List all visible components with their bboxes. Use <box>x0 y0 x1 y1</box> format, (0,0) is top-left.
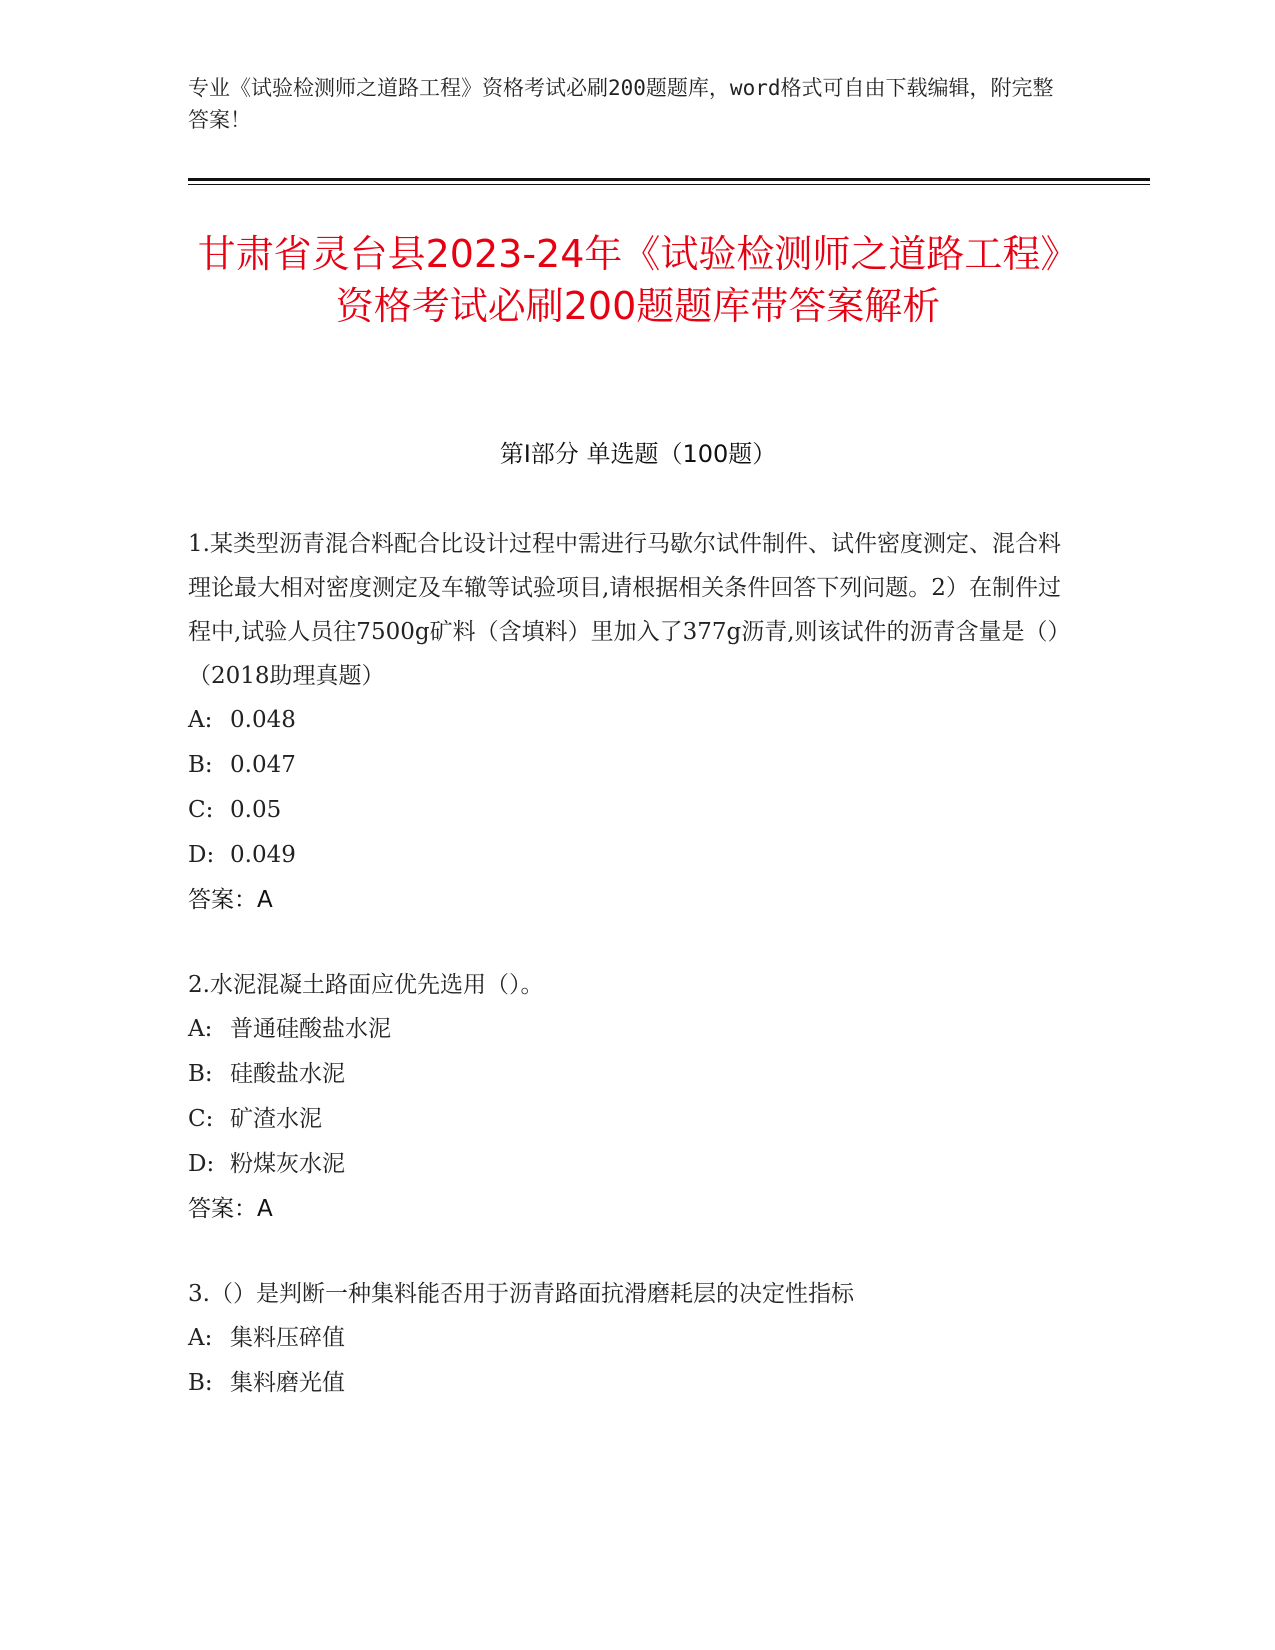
header-divider-thick <box>188 178 1150 181</box>
option-c <box>188 1097 1068 1142</box>
option-d <box>188 1142 1068 1187</box>
option-b <box>188 743 1068 788</box>
question-stem: 1.某类型沥青混合料配合比设计过程中需进行马歇尔试件制件、试件密度测定、混合料理论最大相对密度测定及车辙等试验项目,请根据相关条件回答下列问题。2）在制件过程中,试验人员往7500g矿料（含填料）里加入了377g沥青,则该试件的沥青含量是（）（2018助理真题） <box>188 531 1061 689</box>
option-a <box>188 1316 1068 1361</box>
question-2 <box>188 963 1068 1232</box>
option-text: 粉煤灰水泥 <box>230 1151 345 1177</box>
header-divider-thin <box>188 184 1150 185</box>
section-heading: 第I部分 单选题（100题） <box>499 440 777 468</box>
option-text: 普通硅酸盐水泥 <box>230 1016 391 1042</box>
question-3 <box>188 1272 1068 1406</box>
option-text: 矿渣水泥 <box>230 1106 322 1132</box>
option-text: 0.049 <box>230 842 296 868</box>
option-text: 硅酸盐水泥 <box>230 1061 345 1087</box>
answer: 答案：A <box>188 887 273 913</box>
option-key: B: <box>188 1370 213 1396</box>
option-d <box>188 833 1068 878</box>
option-key: B: <box>188 1061 213 1087</box>
option-key: A: <box>188 1325 213 1351</box>
document-title: 甘肃省灵台县2023-24年《试验检测师之道路工程》资格考试必刷200题题库带答案解析 <box>197 232 1079 328</box>
option-a <box>188 1007 1068 1052</box>
option-text: 集料压碎值 <box>230 1325 345 1351</box>
question-stem: 2.水泥混凝土路面应优先选用（）。 <box>188 972 544 998</box>
option-key: C: <box>188 797 214 823</box>
answer: 答案：A <box>188 1196 273 1222</box>
option-text: 0.05 <box>230 797 282 823</box>
option-key: D: <box>188 1151 215 1177</box>
option-key: A: <box>188 1016 213 1042</box>
question-list <box>188 522 1068 1446</box>
question-stem: 3.（）是判断一种集料能否用于沥青路面抗滑磨耗层的决定性指标 <box>188 1281 854 1307</box>
option-text: 0.047 <box>230 752 296 778</box>
header-note: 专业《试验检测师之道路工程》资格考试必刷200题题库，word格式可自由下载编辑，附完整答案！ <box>188 76 1054 132</box>
option-b <box>188 1361 1068 1406</box>
option-c <box>188 788 1068 833</box>
option-key: D: <box>188 842 215 868</box>
option-a <box>188 698 1068 743</box>
option-key: C: <box>188 1106 214 1132</box>
option-b <box>188 1052 1068 1097</box>
question-1 <box>188 522 1068 923</box>
option-text: 集料磨光值 <box>230 1370 345 1396</box>
option-key: B: <box>188 752 213 778</box>
option-key: A: <box>188 707 213 733</box>
option-text: 0.048 <box>230 707 296 733</box>
